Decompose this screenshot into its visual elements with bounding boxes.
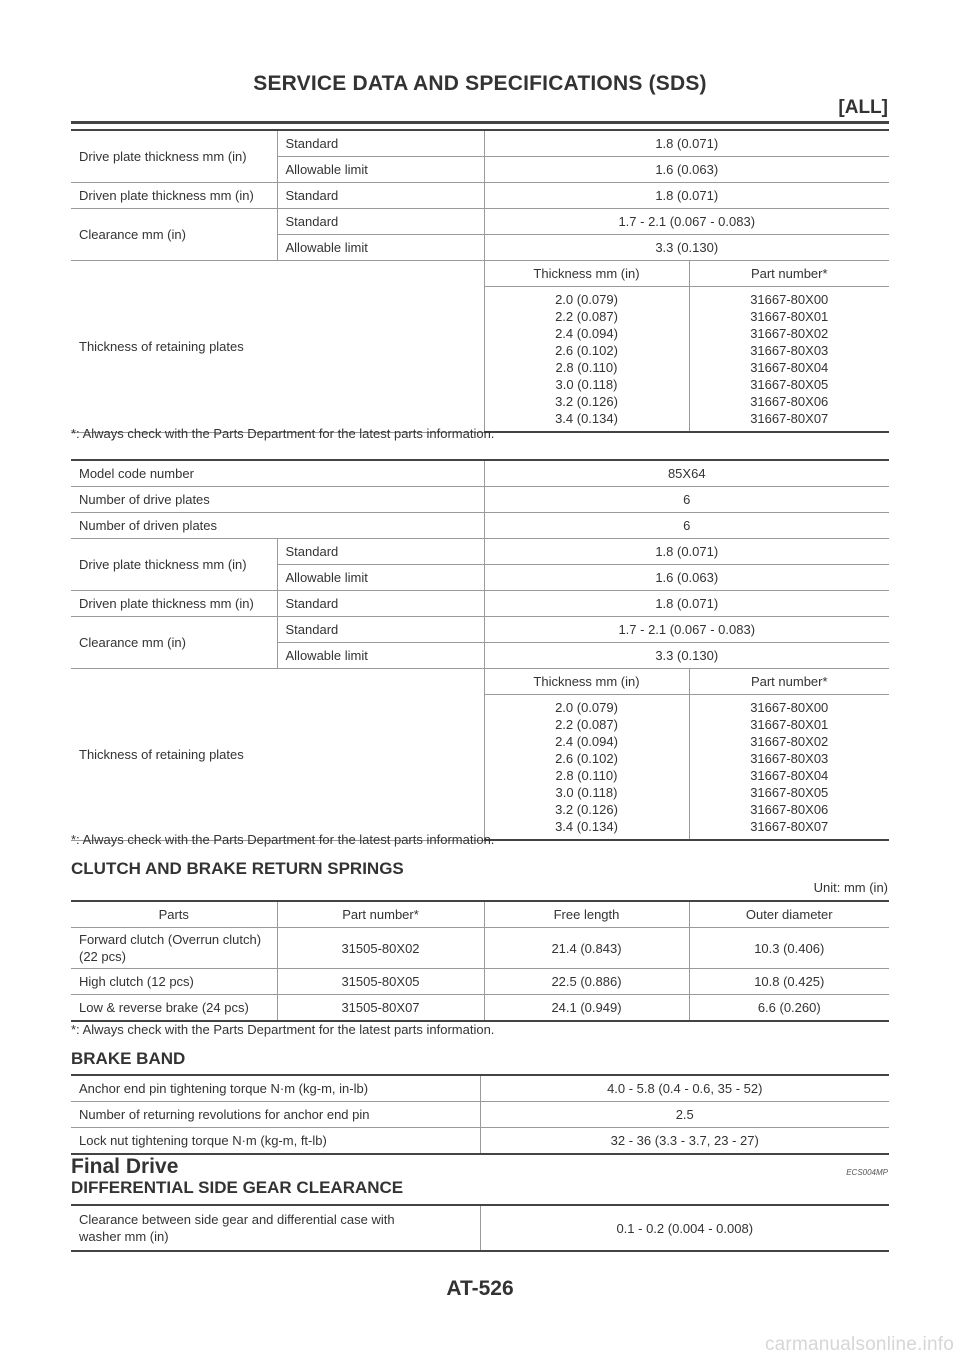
num-drive-plates-value: 6 [484,487,889,513]
drive-allowable-value: 1.6 (0.063) [484,565,889,591]
clearance-label: Clearance mm (in) [71,209,277,261]
spring-part-number: 31505-80X05 [277,969,484,995]
clutch-spec-table-2 [71,459,889,841]
standard-label: Standard [277,617,484,643]
springs-heading: CLUTCH AND BRAKE RETURN SPRINGS [71,859,404,878]
standard-label: Standard [277,209,484,235]
clearance-standard-value: 1.7 - 2.1 (0.067 - 0.083) [484,617,889,643]
springs-unit: Unit: mm (in) [813,880,888,895]
retaining-part-list: 31667-80X00 31667-80X01 31667-80X02 31667-80X03 31667-80X04 31667-80X05 31667-80X06 31667-80X07 [689,695,889,841]
model-code-value: 85X64 [484,460,889,487]
standard-label: Standard [277,591,484,617]
driven-standard-value: 1.8 (0.071) [484,183,889,209]
parts-note: *: Always check with the Parts Department for the latest parts information. [71,426,495,441]
spring-part-number: 31505-80X02 [277,928,484,969]
driven-plate-label: Driven plate thickness mm (in) [71,183,277,209]
spring-outer-diameter: 10.3 (0.406) [689,928,889,969]
retaining-thickness-list: 2.0 (0.079) 2.2 (0.087) 2.4 (0.094) 2.6 (0.102) 2.8 (0.110) 3.0 (0.118) 3.2 (0.126) 3.4 (0.134) [484,287,689,433]
num-driven-plates-value: 6 [484,513,889,539]
brake-band-table [71,1074,889,1155]
retaining-plates-label: Thickness of retaining plates [71,261,484,433]
model-code-label: Model code number [71,460,484,487]
spring-free-length: 24.1 (0.949) [484,995,689,1022]
allowable-label: Allowable limit [277,235,484,261]
header-free-length: Free length [484,901,689,928]
clearance-allowable-value: 3.3 (0.130) [484,643,889,669]
clutch-spec-table-1 [71,129,889,433]
lock-nut-torque-label: Lock nut tightening torque N·m (kg-m, ft-lb) [71,1128,480,1155]
brake-band-heading: BRAKE BAND [71,1049,186,1068]
thickness-header: Thickness mm (in) [484,669,689,695]
return-springs-table [71,900,889,1022]
spring-part-name: Low & reverse brake (24 pcs) [71,995,277,1022]
header-rule [71,121,889,124]
spring-part-number: 31505-80X07 [277,995,484,1022]
num-driven-plates-label: Number of driven plates [71,513,484,539]
header-parts: Parts [71,901,277,928]
page-number: AT-526 [446,1277,514,1300]
retaining-plates-label: Thickness of retaining plates [71,669,484,841]
spring-part-name: High clutch (12 pcs) [71,969,277,995]
header-part-number: Part number* [277,901,484,928]
spring-free-length: 22.5 (0.886) [484,969,689,995]
table-row [71,1128,889,1155]
driven-standard-value: 1.8 (0.071) [484,591,889,617]
revolutions-value: 2.5 [480,1102,889,1128]
spring-outer-diameter: 6.6 (0.260) [689,995,889,1022]
driven-plate-label: Driven plate thickness mm (in) [71,591,277,617]
spring-outer-diameter: 10.8 (0.425) [689,969,889,995]
side-gear-clearance-label: Clearance between side gear and differential case with washer mm (in) [71,1205,480,1251]
allowable-label: Allowable limit [277,157,484,183]
spring-part-name: Forward clutch (Overrun clutch) (22 pcs) [71,928,277,969]
drive-plate-label: Drive plate thickness mm (in) [71,539,277,591]
thickness-header: Thickness mm (in) [484,261,689,287]
standard-label: Standard [277,183,484,209]
drive-standard-value: 1.8 (0.071) [484,539,889,565]
drive-allowable-value: 1.6 (0.063) [484,157,889,183]
parts-note: *: Always check with the Parts Department for the latest parts information. [71,832,495,847]
header-outer-diameter: Outer diameter [689,901,889,928]
section-tag: [ALL] [838,97,888,118]
side-gear-clearance-table [71,1204,889,1252]
part-number-header: Part number* [689,669,889,695]
parts-note: *: Always check with the Parts Department for the latest parts information. [71,1022,495,1037]
section-code: ECS004MP [846,1168,888,1177]
standard-label: Standard [277,130,484,157]
side-gear-clearance-heading: DIFFERENTIAL SIDE GEAR CLEARANCE [71,1178,404,1197]
anchor-torque-label: Anchor end pin tightening torque N·m (kg-m, in-lb) [71,1075,480,1102]
table-row [71,1102,889,1128]
page-title: SERVICE DATA AND SPECIFICATIONS (SDS) [253,72,707,95]
standard-label: Standard [277,539,484,565]
side-gear-clearance-value: 0.1 - 0.2 (0.004 - 0.008) [480,1205,889,1251]
table-row [71,995,889,1022]
clearance-label: Clearance mm (in) [71,617,277,669]
drive-plate-label: Drive plate thickness mm (in) [71,130,277,183]
clearance-standard-value: 1.7 - 2.1 (0.067 - 0.083) [484,209,889,235]
clearance-allowable-value: 3.3 (0.130) [484,235,889,261]
num-drive-plates-label: Number of drive plates [71,487,484,513]
table-row [71,1075,889,1102]
table-row [71,1205,889,1251]
lock-nut-torque-value: 32 - 36 (3.3 - 3.7, 23 - 27) [480,1128,889,1155]
allowable-label: Allowable limit [277,643,484,669]
final-drive-heading: Final Drive [71,1155,179,1178]
allowable-label: Allowable limit [277,565,484,591]
watermark: carmanualsonline.info [764,1334,954,1355]
drive-standard-value: 1.8 (0.071) [484,130,889,157]
retaining-part-list: 31667-80X00 31667-80X01 31667-80X02 31667-80X03 31667-80X04 31667-80X05 31667-80X06 31667-80X07 [689,287,889,433]
table-row [71,969,889,995]
retaining-thickness-list: 2.0 (0.079) 2.2 (0.087) 2.4 (0.094) 2.6 (0.102) 2.8 (0.110) 3.0 (0.118) 3.2 (0.126) 3.4 (0.134) [484,695,689,841]
revolutions-label: Number of returning revolutions for anchor end pin [71,1102,480,1128]
anchor-torque-value: 4.0 - 5.8 (0.4 - 0.6, 35 - 52) [480,1075,889,1102]
part-number-header: Part number* [689,261,889,287]
table-row [71,928,889,969]
spring-free-length: 21.4 (0.843) [484,928,689,969]
